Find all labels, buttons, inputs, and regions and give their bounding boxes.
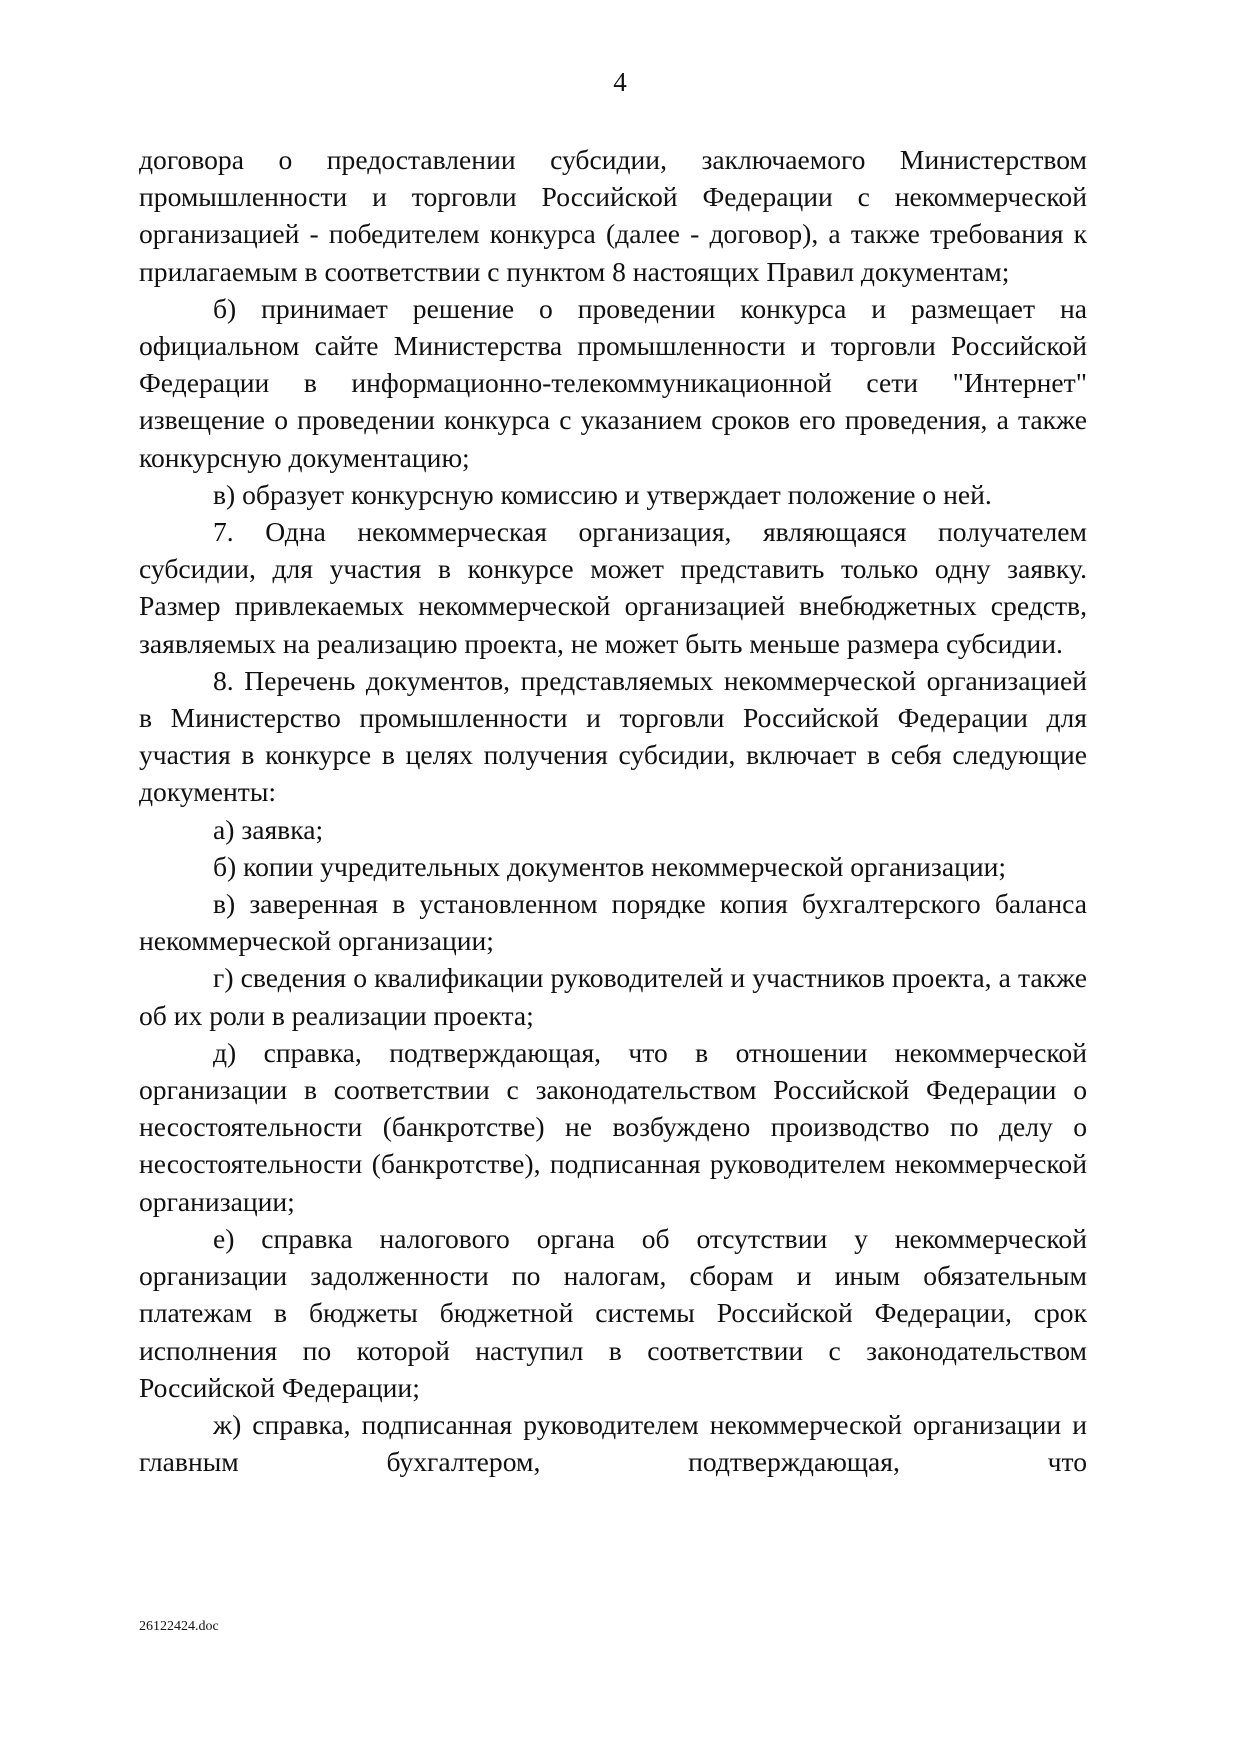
paragraph-contract-requirements: договора о предоставлении субсидии, заключаемого Министерством промышленности и торговли Российской Федерации с некоммерческой организацией - победителем конкурса (далее - договор), а также требования к прилагаемым в соответствии с пунктом 8 настоящих Правил документам; [139,144,1087,287]
paragraph-item-b-founding-docs: б) копии учредительных документов некоммерческой организации; [213,850,1007,882]
paragraph-clause-8: 8. Перечень документов, представляемых некоммерческой организацией в Министерство промышленности и торговли Российской Федерации для участия в конкурсе в целях получения субсидии, включает в себя следующие документы: [139,664,1087,808]
paragraph-item-zh-signed-certificate: ж) справка, подписанная руководителем некоммерческой организации и главным бухгалтером, подтверждающая, что [139,1408,1087,1478]
document-file-reference: 26122424.doc [139,1619,219,1634]
paragraph-item-d-bankruptcy-certificate: д) справка, подтверждающая, что в отношении некоммерческой организации в соответствии с законодательством Российской Федерации о несостоятельности (банкротстве) не возбуждено производство по делу о несостоятельности (банкротстве), подписанная руководителем некоммерческой организации; [139,1036,1087,1217]
paragraph-item-e-tax-certificate: е) справка налогового органа об отсутствии у некоммерческой организации задолженности по налогам, сборам и иным обязательным платежам в бюджеты бюджетной системы Российской Федерации, срок исполнения по которой наступил в соответствии с законодательством Российской Федерации; [139,1222,1087,1403]
paragraph-item-a-application: а) заявка; [213,813,324,845]
paragraph-item-b-contest-decision: б) принимает решение о проведении конкурса и размещает на официальном сайте Министерства промышленности и торговли Российской Федерации в информационно-телекоммуникационной сети "Интернет" извещение о проведении конкурса с указанием сроков его проведения, а также конкурсную документацию; [139,292,1087,473]
paragraph-item-v-balance-sheet: в) заверенная в установленном порядке копия бухгалтерского баланса некоммерческой организации; [139,888,1087,957]
paragraph-item-v-commission: в) образует конкурсную комиссию и утверждает положение о ней. [213,478,992,510]
page-number: 4 [613,67,627,97]
paragraph-item-g-qualifications: г) сведения о квалификации руководителей и участников проекта, а также об их роли в реализации проекта; [139,962,1087,1031]
document-body [139,141,1087,1480]
paragraph-clause-7: 7. Одна некоммерческая организация, являющаяся получателем субсидии, для участия в конкурсе может представить только одну заявку. Размер привлекаемых некоммерческой организацией внебюджетных средств, заявляемых на реализацию проекта, не может быть меньше размера субсидии. [139,516,1087,659]
